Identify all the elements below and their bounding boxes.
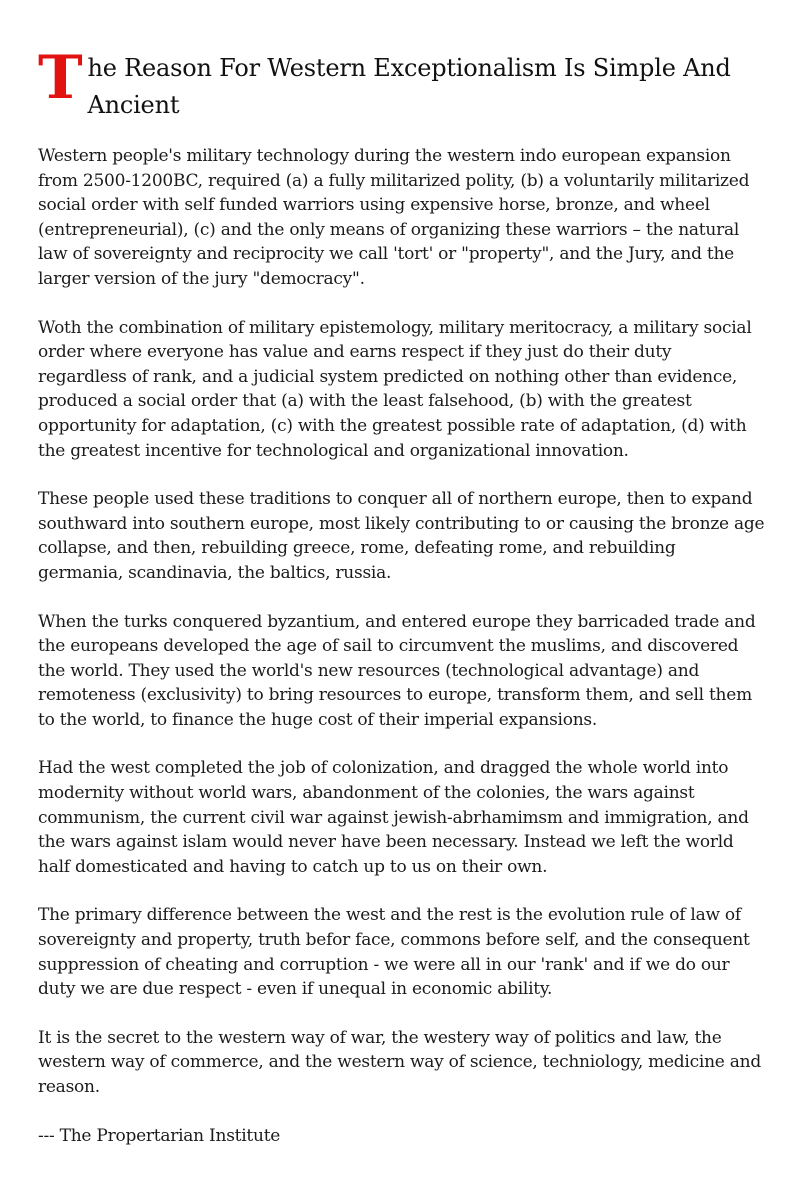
paragraph-colonization: Had the west completed the job of colonization, and dragged the whole world into modernity without world wars, abandonment of the colonies, the wars against communism, the current civil war against jewish-abrhamimsm and immigration, and the wars against islam would never have been necessary. Instead we left the world half domesticated and having to catch up to us on their own.	[38, 758, 749, 877]
paragraph-western-way: It is the secret to the western way of war, the westery way of politics and law, the western way of commerce, and the western way of science, techniology, medicine and reason.	[38, 1027, 761, 1097]
article-body	[38, 144, 765, 1148]
paragraph-military-epistemology: Woth the combination of military epistemology, military meritocracy, a military social order where everyone has value and earns respect if they just do their duty regardless of rank, and a judicial system predicted on nothing other than evidence, produced a social order that (a) with the least falsehood, (b) with the greatest opportunity for adaptation, (c) with the greatest possible rate of adaptation, (d) with the greatest incentive for technological and organizational innovation.	[38, 317, 752, 461]
signature-line: --- The Propertarian Institute	[38, 1125, 281, 1146]
paragraph-turks-byzantium: When the turks conquered byzantium, and entered europe they barricaded trade and the europeans developed the age of sail to circumvent the muslims, and discovered the world. They used the world's new resources (technological advantage) and remoteness (exclusivity) to bring resources to europe, transform them, and sell them to the world, to finance the huge cost of their imperial expansions.	[38, 611, 756, 730]
page-title	[38, 43, 765, 124]
page-title-text: he Reason For Western Exceptionalism Is Simple And Ancient	[87, 54, 731, 119]
paragraph-conquer-europe: These people used these traditions to conquer all of northern europe, then to expand southward into southern europe, most likely contributing to or causing the bronze age collapse, and then, rebuilding greece, rome, defeating rome, and rebuilding germania, scandinavia, the baltics, russia.	[38, 489, 765, 583]
paragraph-military-technology: Western people's military technology during the western indo european expansion from 2500-1200BC, required (a) a fully militarized polity, (b) a voluntarily militarized social order with self funded warriors using expensive horse, bronze, and wheel (entrepreneurial), (c) and the only means of organizing these warriors – the natural law of sovereignty and reciprocity we call 'tort' or "property", and the Jury, and the larger version of the jury "democracy".	[38, 146, 750, 289]
drop-cap-letter: T	[38, 43, 83, 113]
paragraph-primary-difference: The primary difference between the west and the rest is the evolution rule of law of sovereignty and property, truth befor face, commons before self, and the consequent suppression of cheating and corruption - we were all in our 'rank' and if we do our duty we are due respect - even if unequal in economic ability.	[38, 905, 750, 1000]
